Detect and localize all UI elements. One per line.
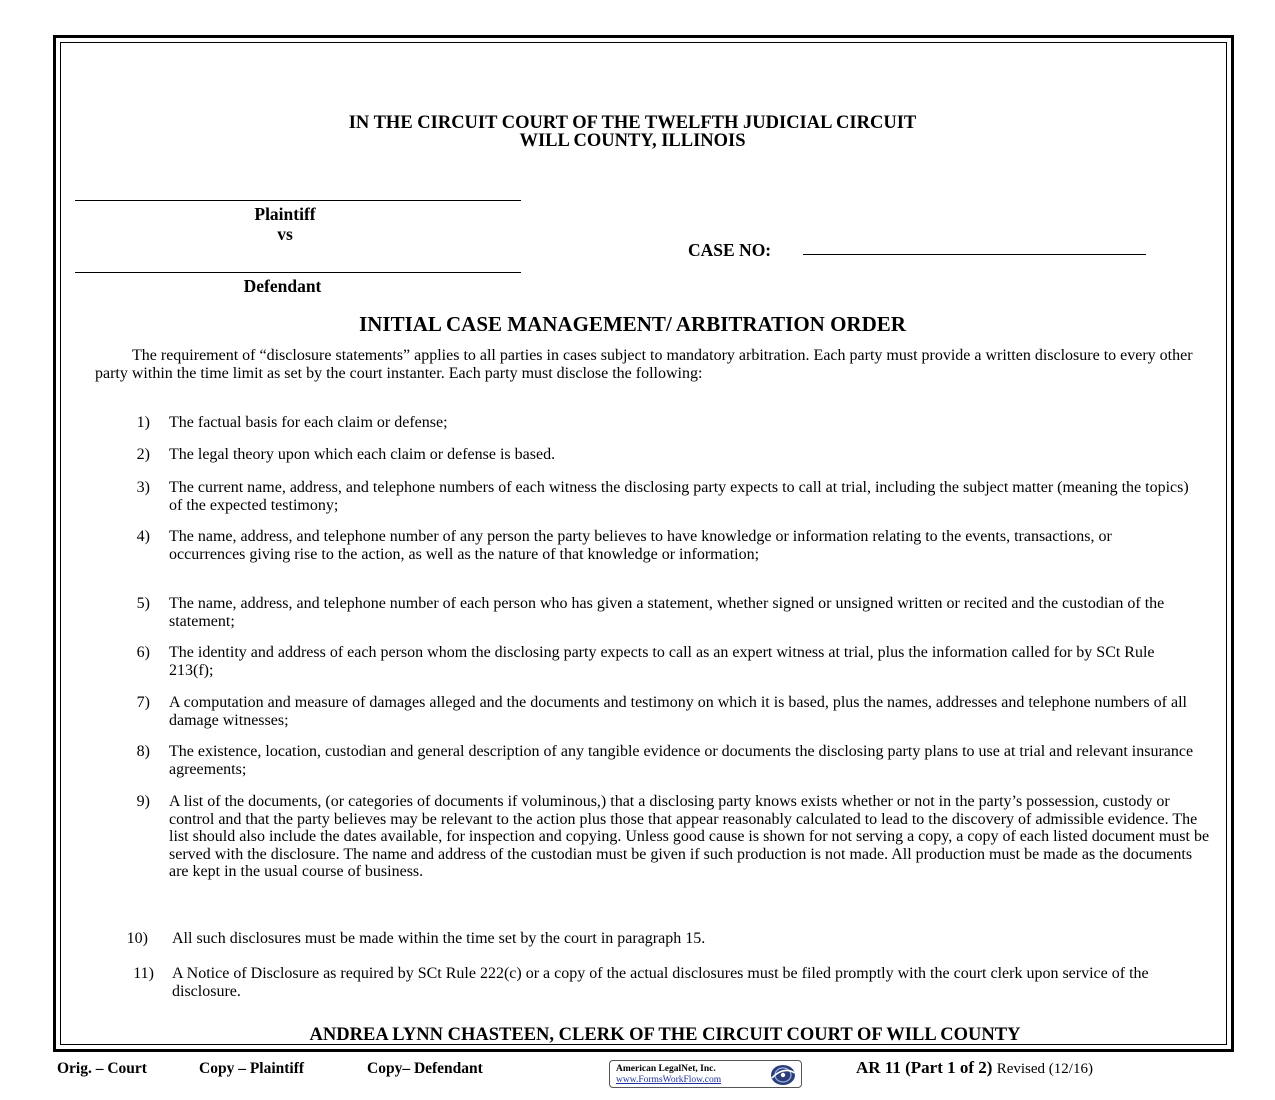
logo-company-name: American LegalNet, Inc. <box>616 1064 716 1074</box>
item-text: The identity and address of each person whom the disclosing party expects to call as an expert witness at trial, plus the information called for by SCt Rule 213(f); <box>169 644 1155 679</box>
plaintiff-label: Plaintiff <box>254 204 316 224</box>
document-title: INITIAL CASE MANAGEMENT/ ARBITRATION ORDER <box>359 312 906 336</box>
item-number: 10) <box>126 930 148 947</box>
form-number-label: AR 11 (Part 1 of 2) <box>856 1058 993 1077</box>
county-name: WILL COUNTY, ILLINOIS <box>519 131 746 151</box>
item-text: All such disclosures must be made within the time set by the court in paragraph 15. <box>172 930 706 947</box>
item-number: 2) <box>136 446 150 463</box>
item-number: 9) <box>136 793 150 810</box>
plaintiff-name-line[interactable] <box>75 200 521 201</box>
revision-date: Revised (12/16) <box>996 1061 1093 1077</box>
item-number: 4) <box>136 528 150 545</box>
clerk-line: ANDREA LYNN CHASTEEN, CLERK OF THE CIRCUIT COURT OF WILL COUNTY <box>309 1025 1021 1045</box>
american-legalnet-logo[interactable] <box>609 1060 802 1088</box>
defendant-name-line[interactable] <box>75 272 521 273</box>
item-text: A list of the documents, (or categories of documents if voluminous,) that a disclosing party knows exists whether or not in the party’s possession, custody or control and that the party believes may be relevant to the action plus those that appear reasonably calculated to lead to the discovery of admissible evidence. The list should also include the dates available, for inspection and copying. Unless good cause is shown for not serving a copy, a copy of each listed document must be served with the disclosure. The name and address of the custodian must be given if such production is not made. All production must be made as the documents are kept in the usual course of business. <box>169 793 1210 880</box>
form-number <box>856 1058 1093 1078</box>
globe-icon <box>766 1063 798 1087</box>
item-text: The legal theory upon which each claim or defense is based. <box>169 446 556 463</box>
item-text: The existence, location, custodian and general description of any tangible evidence or documents the disclosing party plans to use at trial and relevant insurance agreements; <box>169 743 1194 778</box>
item-number: 8) <box>136 743 150 760</box>
case-number-line[interactable] <box>803 254 1146 255</box>
item-number: 3) <box>136 479 150 496</box>
defendant-label: Defendant <box>243 276 322 296</box>
item-text: A Notice of Disclosure as required by SCt Rule 222(c) or a copy of the actual disclosures must be filed promptly with the court clerk upon service of the disclosure. <box>172 965 1149 1000</box>
intro-paragraph: The requirement of “disclosure statements” applies to all parties in cases subject to mandatory arbitration. Each party must provide a written disclosure to every other party within the time limit as set by the court instanter. Each party must disclose the following: <box>95 347 1193 382</box>
footer-orig-court: Orig. – Court <box>57 1060 147 1077</box>
item-text: The name, address, and telephone number of any person the party believes to have knowledge or information relating to the events, transactions, or occurrences giving rise to the action, as well as the nature of that knowledge or information; <box>169 528 1112 563</box>
footer-copy-plaintiff: Copy – Plaintiff <box>199 1060 305 1077</box>
item-text: The factual basis for each claim or defense; <box>169 414 448 431</box>
item-number: 6) <box>136 644 150 661</box>
item-number: 7) <box>136 694 150 711</box>
logo-url-link[interactable]: www.FormsWorkFlow.com <box>616 1075 722 1085</box>
item-text: The name, address, and telephone number of each person who has given a statement, whether signed or unsigned written or recited and the custodian of the statement; <box>169 595 1165 630</box>
footer-copy-defendant: Copy– Defendant <box>367 1060 483 1077</box>
item-number: 1) <box>136 414 150 431</box>
item-text: The current name, address, and telephone numbers of each witness the disclosing party expects to call at trial, including the subject matter (meaning the topics) of the expected testimony; <box>169 479 1189 514</box>
case-number-label: CASE NO: <box>688 240 772 260</box>
item-number: 5) <box>136 595 150 612</box>
court-name: IN THE CIRCUIT COURT OF THE TWELFTH JUDICIAL CIRCUIT <box>348 113 917 133</box>
item-number: 11) <box>133 965 154 982</box>
versus-label: vs <box>277 224 293 244</box>
item-text: A computation and measure of damages alleged and the documents and testimony on which it is based, plus the names, addresses and telephone numbers of all damage witnesses; <box>169 694 1187 729</box>
